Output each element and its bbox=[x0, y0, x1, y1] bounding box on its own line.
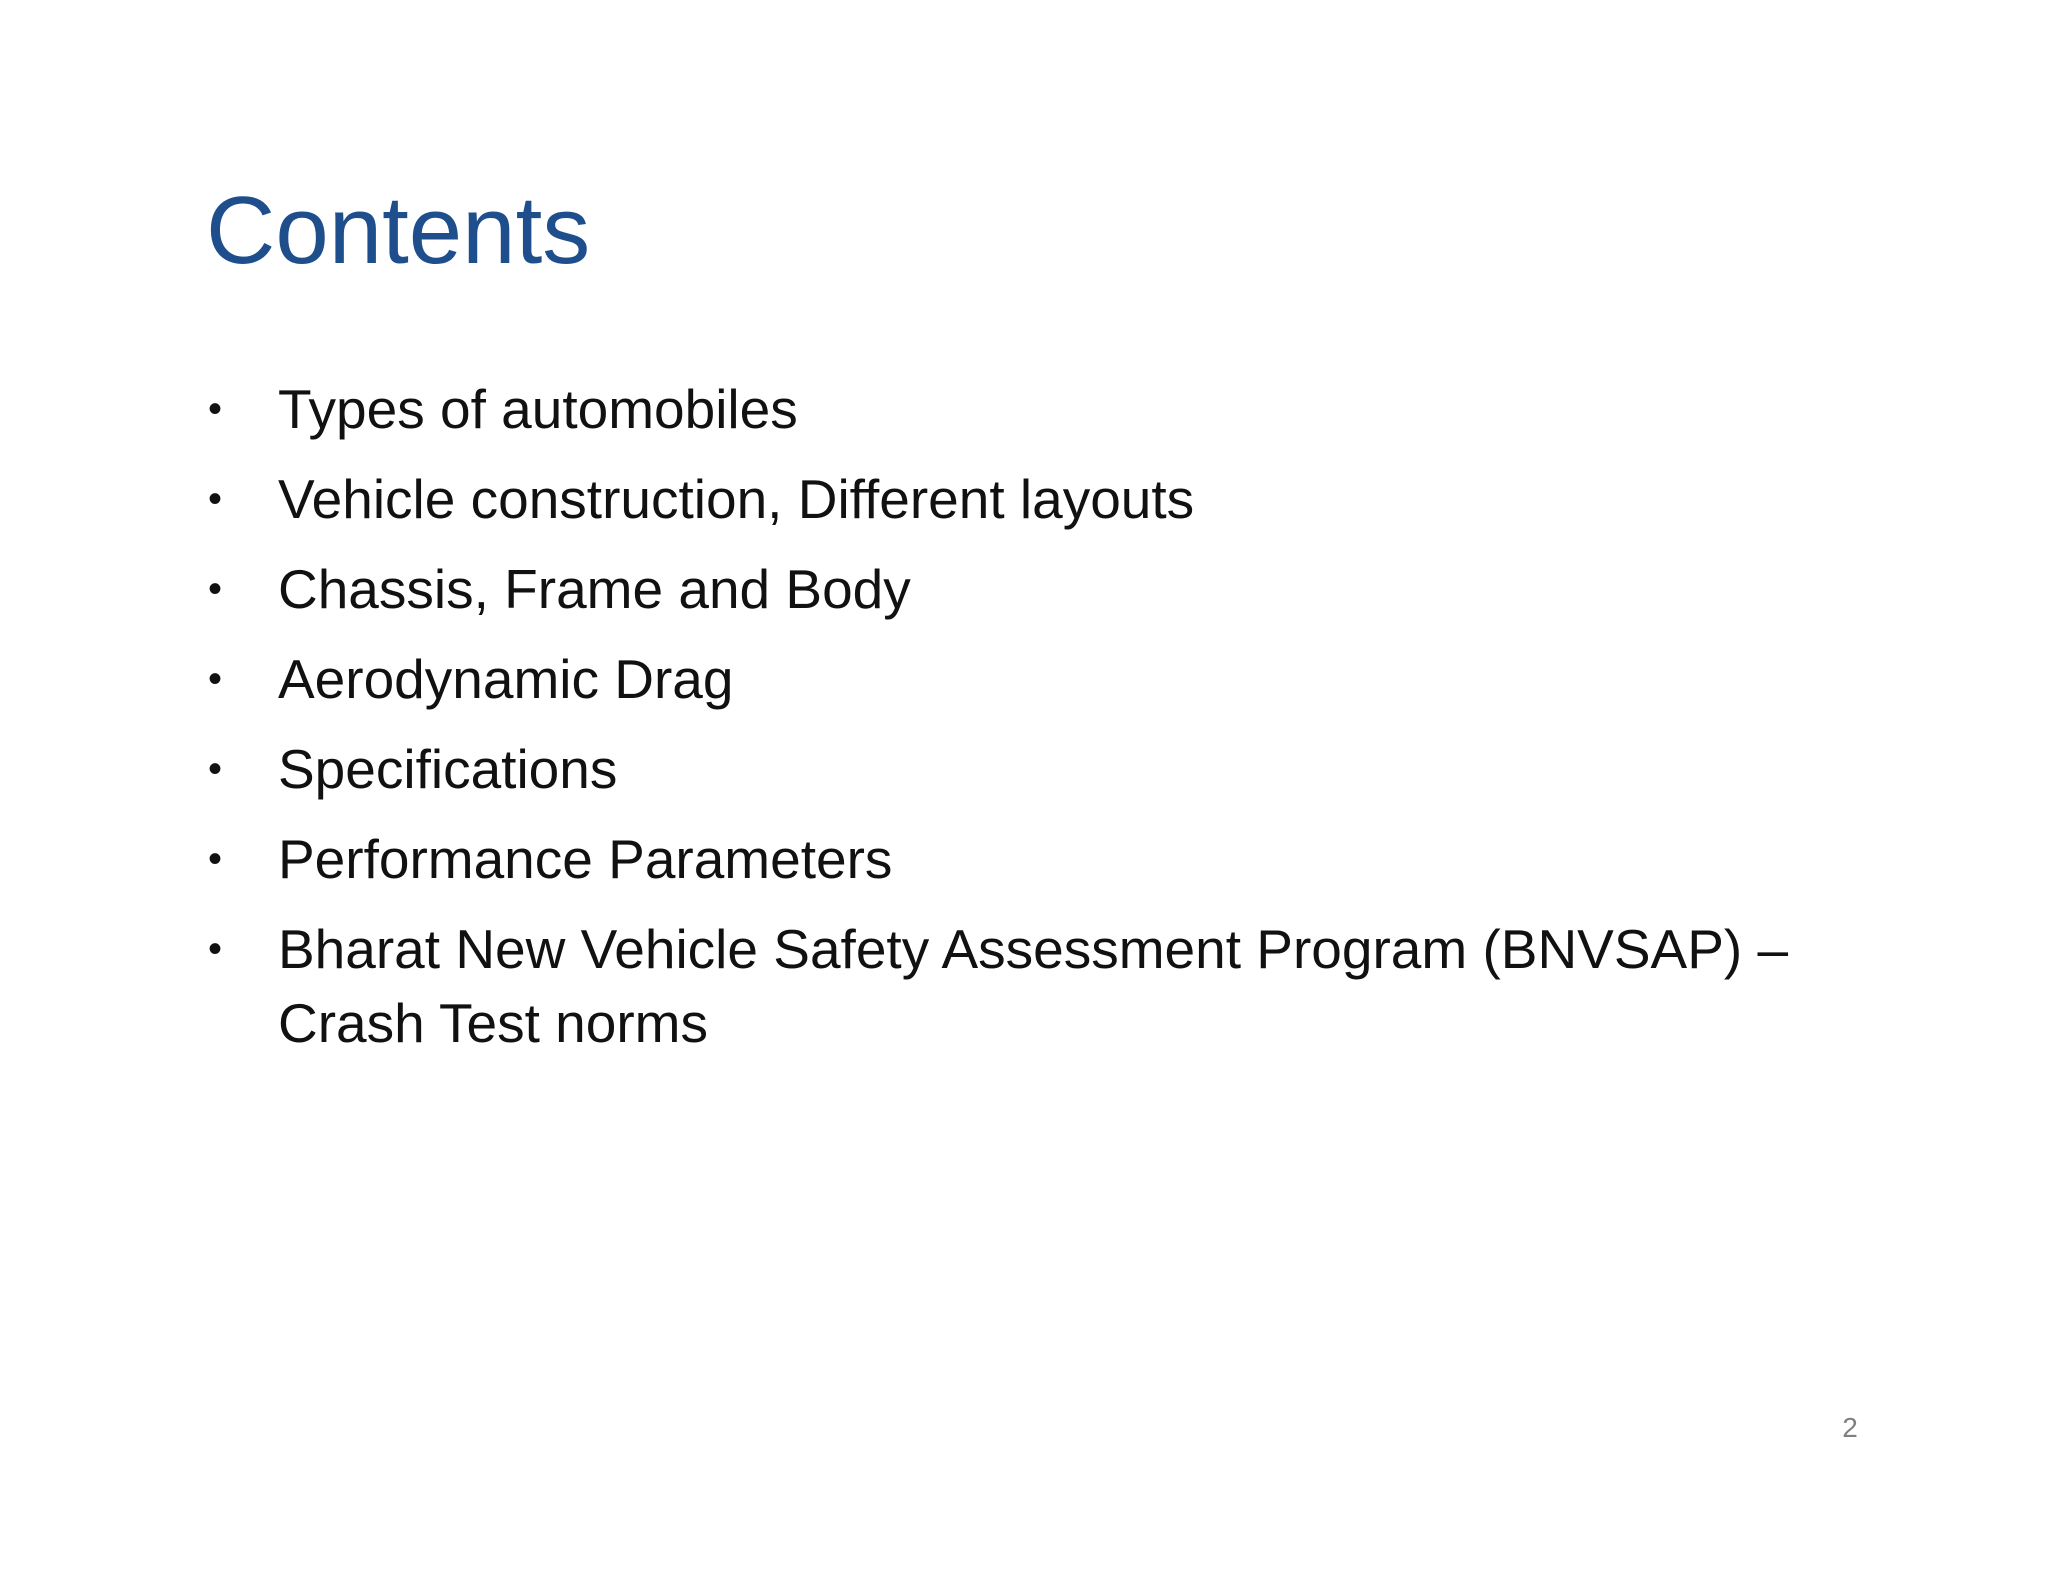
bullet-icon: • bbox=[208, 387, 223, 431]
bullet-icon: • bbox=[208, 477, 223, 521]
bullet-icon: • bbox=[208, 567, 223, 611]
bullet-icon: • bbox=[208, 837, 223, 881]
list-item bbox=[206, 732, 1846, 806]
list-item bbox=[206, 372, 1846, 446]
bullet-icon: • bbox=[208, 927, 223, 971]
bullet-icon: • bbox=[208, 657, 223, 701]
list-item bbox=[206, 552, 1846, 626]
list-item bbox=[206, 912, 1846, 1060]
list-item-text: Aerodynamic Drag bbox=[278, 648, 734, 710]
bullet-icon: • bbox=[208, 747, 223, 791]
list-item-text: Chassis, Frame and Body bbox=[278, 558, 911, 620]
list-item bbox=[206, 462, 1846, 536]
list-item bbox=[206, 822, 1846, 896]
list-item-text: Vehicle construction, Different layouts bbox=[278, 468, 1195, 530]
list-item-text: Types of automobiles bbox=[278, 378, 798, 440]
list-item-text: Specifications bbox=[278, 738, 618, 800]
list-item-text: Performance Parameters bbox=[278, 828, 893, 890]
list-item bbox=[206, 642, 1846, 716]
page-number: 2 bbox=[1842, 1412, 1858, 1443]
contents-list bbox=[206, 372, 1846, 1076]
list-item-text: Bharat New Vehicle Safety Assessment Program (BNVSAP) – Crash Test norms bbox=[278, 918, 1789, 1054]
slide-title: Contents bbox=[206, 177, 591, 284]
